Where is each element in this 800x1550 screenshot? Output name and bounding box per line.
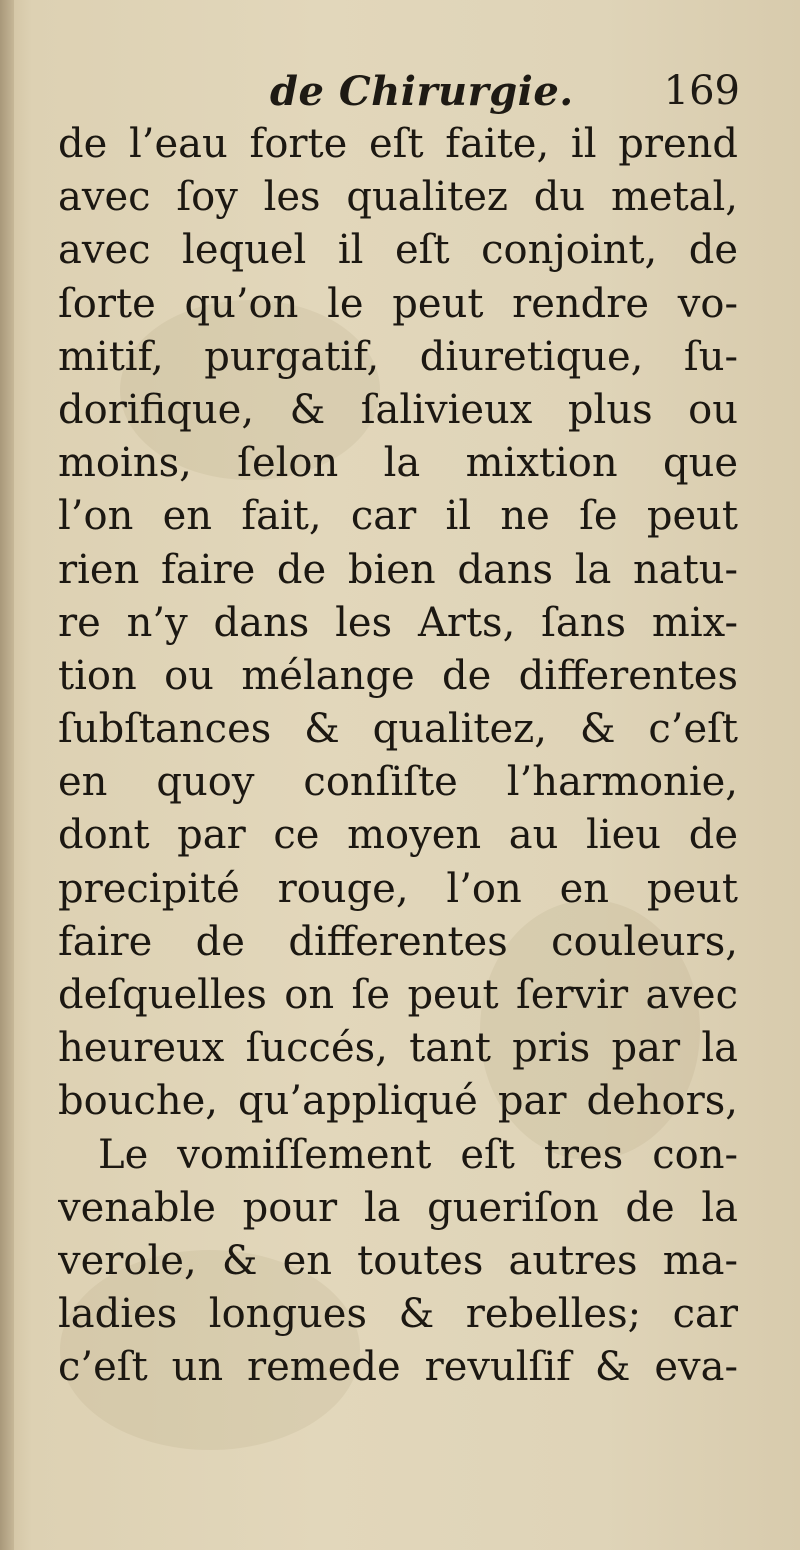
text-line: en quoy conſiſte l’harmonie, [58, 759, 738, 806]
text-line: dorifique, & ſalivieux plus ou [58, 386, 738, 433]
text-line: dont par ce moyen au lieu de [58, 812, 738, 859]
text-line: mitif, purgatif, diuretique, ſu- [58, 333, 738, 380]
text-line: rien faire de bien dans la natu- [58, 546, 738, 593]
text-line: moins, ſelon la mixtion que [58, 440, 738, 487]
text-line: avec ſoy les qualitez du metal, [58, 174, 738, 221]
running-title: de Chirurgie. [270, 68, 574, 115]
page-edge-shadow [0, 0, 14, 1550]
text-line: avec lequel il eſt conjoint, de [58, 227, 738, 274]
text-line: re n’y dans les Arts, ſans mix- [58, 599, 738, 646]
text-line: tion ou mélange de differentes [58, 652, 738, 699]
text-line: de l’eau forte eſt faite, il prend [58, 121, 738, 167]
text-line: c’eſt un remede revulſif & eva- [58, 1344, 738, 1391]
text-line: heureux ſuccés, tant pris par la [58, 1025, 738, 1072]
text-line: verole, & en toutes autres ma- [58, 1237, 738, 1284]
text-line: faire de differentes couleurs, [58, 918, 738, 965]
text-line: bouche, qu’appliqué par dehors, [58, 1078, 738, 1125]
text-line: ſorte qu’on le peut rendre vo- [58, 280, 738, 327]
text-line: ſubſtances & qualitez, & c’eſt [58, 706, 738, 753]
page-number: 169 [663, 68, 740, 114]
page-header [270, 68, 740, 124]
text-line: precipité rouge, l’on en peut [58, 865, 738, 912]
text-line: l’on en fait, car il ne ſe peut [58, 493, 738, 540]
text-line: venable pour la gueriſon de la [58, 1184, 738, 1231]
text-line: deſquelles on ſe peut ſervir avec [58, 972, 738, 1018]
text-line: ladies longues & rebelles; car [58, 1291, 738, 1338]
text-line: Le vomiſſement eſt tres con- [98, 1131, 738, 1178]
body-text [58, 118, 738, 1395]
